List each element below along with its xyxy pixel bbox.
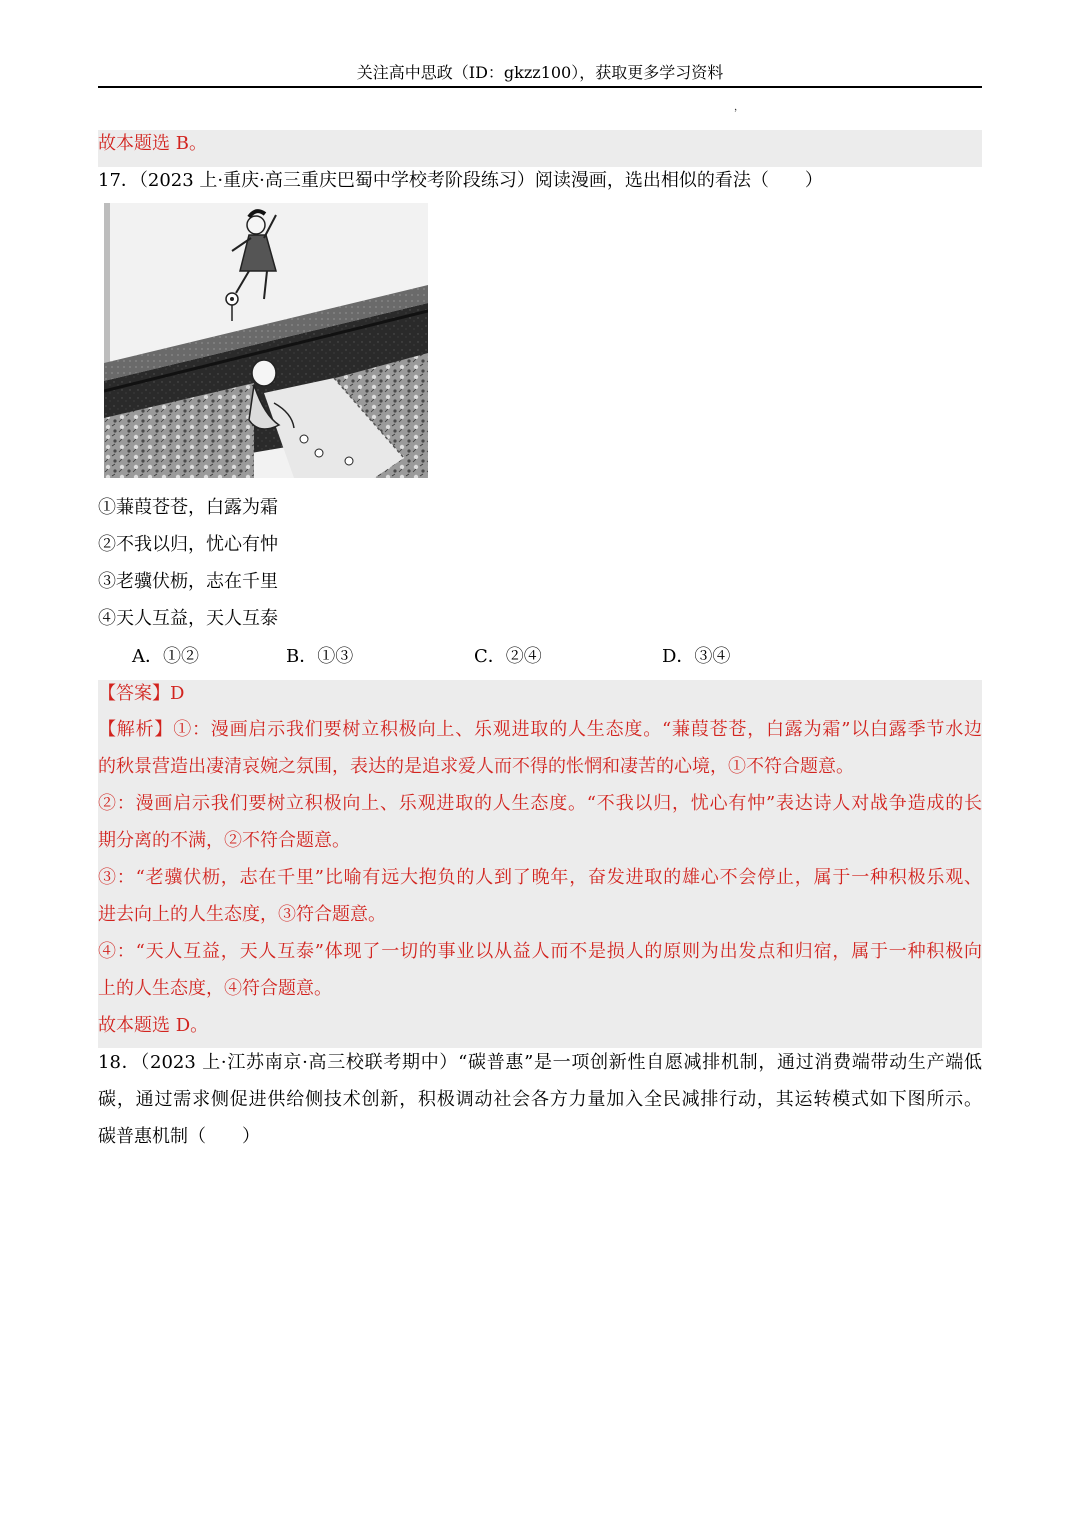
- statement-2: ②不我以归，忧心有忡: [98, 534, 278, 555]
- analysis-line-4: 期分离的不满，②不符合题意。: [98, 830, 350, 851]
- header-rule: [98, 86, 982, 88]
- analysis-line-8: 上的人生态度，④符合题意。: [98, 978, 332, 999]
- analysis-label: 【解析】: [98, 719, 174, 740]
- statement-4: ④天人互益，天人互泰: [98, 608, 278, 629]
- prev-conclusion: 故本题选 B。: [98, 133, 207, 154]
- q17-conclusion: 故本题选 D。: [98, 1015, 209, 1036]
- analysis-line-5: ③：“老骥伏枥，志在千里”比喻有远大抱负的人到了晚年，奋发进取的雄心不会停止，属于一种积极乐观、: [98, 867, 982, 888]
- comic-illustration: [104, 203, 428, 478]
- statement-3: ③老骥伏枥，志在千里: [98, 571, 278, 592]
- analysis-1a: ①：漫画启示我们要树立积极向上、乐观进取的人生态度。“蒹葭苍苍，白露为霜”以白露季节水边: [173, 719, 982, 740]
- analysis-line-1: [98, 718, 982, 742]
- option-b: B．①③: [286, 646, 354, 667]
- stray-mark: ，: [734, 102, 744, 113]
- option-a: A．①②: [132, 646, 199, 667]
- q17-stem: 17．（2023 上·重庆·高三重庆巴蜀中学校考阶段练习）阅读漫画，选出相似的看法（ ）: [98, 170, 823, 191]
- analysis-line-7: ④：“天人互益，天人互泰”体现了一切的事业以从益人而不是损人的原则为出发点和归宿，属于一种积极向: [98, 941, 982, 962]
- analysis-line-3: ②：漫画启示我们要树立积极向上、乐观进取的人生态度。“不我以归，忧心有忡”表达诗人对战争造成的长: [98, 793, 982, 814]
- q18-stem-2: 碳，通过需求侧促进供给侧技术创新，积极调动社会各方力量加入全民减排行动，其运转模式如下图所示。: [98, 1089, 982, 1110]
- q18-stem-1: 18．（2023 上·江苏南京·高三校联考期中）“碳普惠”是一项创新性自愿减排机制，通过消费端带动生产端低: [98, 1052, 982, 1073]
- q18-stem-3: 碳普惠机制（ ）: [98, 1126, 260, 1147]
- statement-1: ①蒹葭苍苍，白露为霜: [98, 497, 278, 518]
- option-c: C．②④: [474, 646, 542, 667]
- prev-answer-block: [98, 130, 982, 167]
- option-d: D．③④: [662, 646, 731, 667]
- analysis-line-2: 的秋景营造出凄清哀婉之氛围，表达的是追求爱人而不得的怅惘和凄苦的心境，①不符合题意。: [98, 756, 854, 777]
- page-header: 关注高中思政（ID：gkzz100），获取更多学习资料: [356, 63, 724, 82]
- analysis-line-6: 进去向上的人生态度，③符合题意。: [98, 904, 386, 925]
- q17-answer: 【答案】D: [98, 683, 185, 704]
